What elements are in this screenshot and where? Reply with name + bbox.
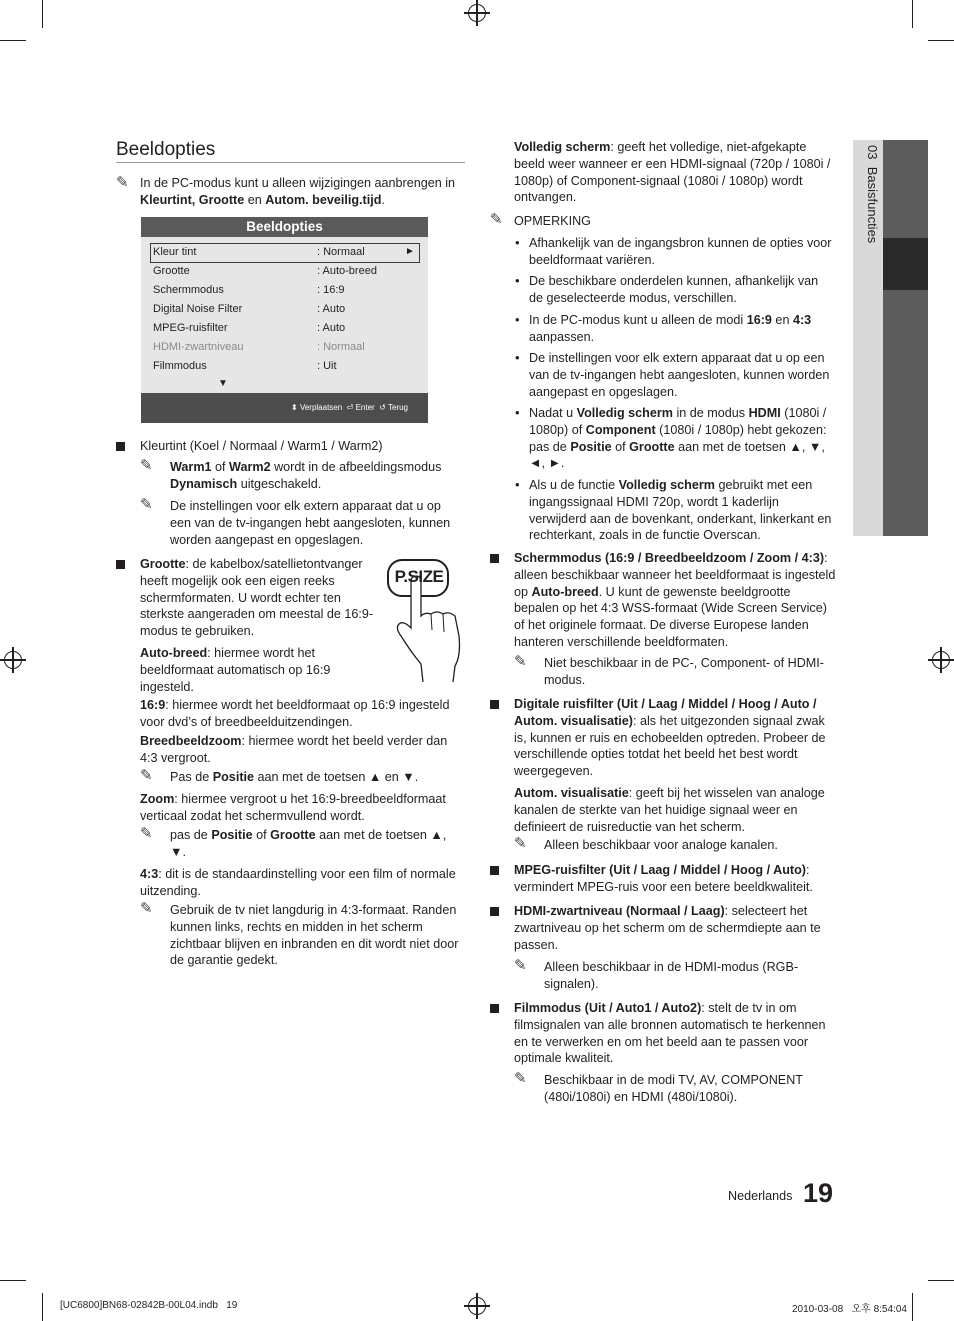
- side-tab-dark: [883, 140, 928, 536]
- bullet-dot: •: [515, 477, 520, 492]
- osd-row: Digital Noise Filter : Auto: [153, 303, 346, 315]
- intro-note: In de PC-modus kunt u alleen wijzigingen aanbrengen in Kleurtint, Grootte en Autom. beveilig.tijd.: [140, 176, 456, 207]
- schermmodus-note: Niet beschikbaar in de PC-, Component- of HDMI-modus.: [544, 656, 824, 687]
- psize-label: P.SIZE: [394, 567, 444, 586]
- note-pencil-icon: ✎: [140, 457, 153, 474]
- autom-visualisatie-text: Autom. visualisatie: geeft bij het wisselen van analoge kanalen de sterkte van het huidige signaal weer en definieert de ruisreductie van het scherm.: [514, 786, 825, 834]
- footer-file-info: [UC6800]BN68-02842B-00L04.indb 19: [60, 1300, 238, 1311]
- osd-row: Kleur tint : Normaal ►: [153, 246, 415, 258]
- bullet-square: [116, 560, 125, 569]
- osd-footer: [141, 393, 428, 423]
- registration-mark-top: [468, 4, 486, 22]
- zoom-text: Zoom: hiermee vergroot u het 16:9-breedbeeldformaat verticaal zodat het schermvullend wordt.: [140, 792, 446, 823]
- footer-language: Nederlands: [728, 1189, 793, 1203]
- registration-mark-right: [932, 651, 950, 669]
- autom-visualisatie-note: Alleen beschikbaar voor analoge kanalen.: [544, 838, 778, 852]
- arrow-down-icon: ▼: [218, 378, 228, 389]
- registration-mark-left: [4, 651, 22, 669]
- return-icon: ↺: [379, 403, 386, 412]
- mpeg-ruisfilter-text: MPEG-ruisfilter (Uit / Laag / Middel / Hoog / Auto): vermindert MPEG-ruis voor een betere beeldkwaliteit.: [514, 863, 813, 894]
- volledig-scherm-text: Volledig scherm: geeft het volledige, niet-afgekapte beeld weer wanneer er een HDMI-signaal (720p / 1080i / 1080p) of Component-signaal (1080i / 1080p) wordt ontvangen.: [514, 140, 831, 205]
- note-pencil-icon: ✎: [140, 825, 153, 842]
- osd-selection-box: [150, 243, 420, 263]
- grootte-text: Grootte: de kabelbox/satellietontvanger heeft mogelijk ook een eigen reeks schermformaten. U wordt echter ten sterkste aangeraden om meestal de 16:9-modus te gebruiken.: [140, 557, 374, 639]
- psize-button-illustration: [385, 556, 465, 686]
- osd-row: Grootte : Auto-breed: [153, 265, 377, 277]
- kleurtint-note-2: De instellingen voor elk extern apparaat dat u op een van de tv-ingangen hebt aangesloten, kunnen worden aangepast en opgeslagen.: [170, 499, 451, 547]
- zoom-note: pas de Positie of Grootte aan met de toetsen ▲, ▼.: [170, 828, 447, 859]
- side-tab-label: [856, 145, 880, 345]
- enter-icon: ⏎: [346, 403, 354, 412]
- bullet-square: [490, 907, 499, 916]
- ratio-43-text: 4:3: dit is de standaardinstelling voor een film of normale uitzending.: [140, 867, 456, 898]
- note-pencil-icon: ✎: [140, 496, 153, 513]
- note-pencil-icon: ✎: [490, 211, 503, 228]
- filmmodus-text: Filmmodus (Uit / Auto1 / Auto2): stelt de tv in om filmsignalen van alle bronnen automatisch te herkennen en te verwerken en om het beeld aan te passen voor optimale kwaliteit.: [514, 1001, 826, 1066]
- footer-date: 2010-03-08 오후 8:54:04: [792, 1304, 907, 1315]
- schermmodus-text: Schermmodus (16:9 / Breedbeeldzoom / Zoom / 4:3): alleen beschikbaar wanneer het beeldformaat is ingesteld op Auto-breed. U kunt de gewenste beeldgrootte bepalen op het 4:3 WSS-formaat (Wide Screen Service) of het originele formaat. De diverse Europese landen hanteren verschillende beeldformaten.: [514, 551, 836, 649]
- note-pencil-icon: ✎: [116, 174, 129, 191]
- section-title: Beeldopties: [116, 139, 216, 160]
- autobreed-text: Auto-breed: hiermee wordt het beeldformaat automatisch op 16:9 ingesteld.: [140, 646, 331, 694]
- osd-row: MPEG-ruisfilter : Auto: [153, 322, 346, 334]
- bullet-square: [490, 700, 499, 709]
- osd-title: Beeldopties: [141, 217, 428, 237]
- breedbeeldzoom-text: Breedbeeldzoom: hiermee wordt het beeld verder dan 4:3 vergroot.: [140, 734, 448, 765]
- page-number: 19: [803, 1178, 834, 1208]
- digitale-ruisfilter-text: Digitale ruisfilter (Uit / Laag / Middel / Hoog / Auto / Autom. visualisatie): als het uitgezonden signaal zwak is, kunnen er ruis en echobeelden optreden. Probeer de verschillende opties totdat het beeld het best wordt weergegeven.: [514, 697, 826, 779]
- bullet-dot: •: [515, 405, 520, 420]
- bullet-square: [490, 866, 499, 875]
- note-pencil-icon: ✎: [140, 767, 153, 784]
- side-tab-active: [883, 238, 928, 290]
- osd-move: Verplaatsen: [299, 403, 343, 412]
- hdmi-zwartniveau-text: HDMI-zwartniveau (Normaal / Laag): selecteert het zwartniveau op het scherm om de schermdiepte aan te passen.: [514, 904, 821, 952]
- bullet-dot: •: [515, 273, 520, 288]
- osd-row: Schermmodus : 16:9: [153, 284, 345, 296]
- opmerking-bullet-5: Nadat u Volledig scherm in de modus HDMI (1080i / 1080p) of Component (1080i / 1080p) hebt gekozen: pas de Positie of Grootte aan met de toetsen ▲, ▼, ◄, ►.: [529, 406, 827, 471]
- opmerking-bullet-2: De beschikbare onderdelen kunnen, afhankelijk van de geselecteerde modus, verschillen.: [529, 274, 819, 305]
- opmerking-bullet-4: De instellingen voor elk extern apparaat dat u op een van de tv-ingangen hebt aangesloten, kunnen worden aangepast en opgeslagen.: [529, 351, 830, 399]
- bullet-square: [490, 554, 499, 563]
- arrow-right-icon: ►: [405, 246, 415, 257]
- bullet-square: [116, 442, 125, 451]
- osd-row: HDMI-zwartniveau : Normaal: [153, 341, 365, 353]
- note-pencil-icon: ✎: [140, 900, 153, 917]
- kleurtint-heading: Kleurtint (Koel / Normaal / Warm1 / Warm2): [140, 439, 383, 453]
- bullet-square: [490, 1004, 499, 1013]
- side-tab-chapter: 03: [865, 145, 880, 160]
- side-tab-name: Basisfuncties: [865, 166, 880, 244]
- ratio-43-note: Gebruik de tv niet langdurig in 4:3-formaat. Randen kunnen links, rechts en midden in het scherm zichtbaar blijven en inbranden en dit wordt niet door de garantie gedekt.: [170, 903, 459, 968]
- filmmodus-note: Beschikbaar in de modi TV, AV, COMPONENT (480i/1080i) en HDMI (480i/1080i).: [544, 1073, 803, 1104]
- osd-row: Filmmodus : Uit: [153, 360, 337, 372]
- bullet-dot: •: [515, 235, 520, 250]
- note-pencil-icon: ✎: [514, 1070, 527, 1087]
- opmerking-heading: OPMERKING: [514, 214, 591, 228]
- opmerking-bullet-3: In de PC-modus kunt u alleen de modi 16:9 en 4:3 aanpassen.: [529, 313, 812, 344]
- note-pencil-icon: ✎: [514, 957, 527, 974]
- registration-mark-bottom: [468, 1297, 486, 1315]
- note-pencil-icon: ✎: [514, 835, 527, 852]
- opmerking-bullet-6: Als u de functie Volledig scherm gebruikt met een ingangssignaal HDMI 720p, wordt 1 kaderlijn verwijderd aan de bovenkant, onderkant, linkerkant en rechterkant, zoals in de functie Overscan.: [529, 478, 832, 543]
- bullet-dot: •: [515, 350, 520, 365]
- kleurtint-note-1: Warm1 of Warm2 wordt in de afbeeldingsmodus Dynamisch uitgeschakeld.: [170, 460, 442, 491]
- note-pencil-icon: ✎: [514, 653, 527, 670]
- breedbeeldzoom-note: Pas de Positie aan met de toetsen ▲ en ▼.: [170, 770, 419, 784]
- ratio-169-text: 16:9: hiermee wordt het beeldformaat op 16:9 ingesteld voor dvd’s of breedbeelduitzendingen.: [140, 698, 450, 729]
- title-rule: [116, 162, 465, 163]
- osd-enter: Enter: [355, 403, 375, 412]
- opmerking-bullet-1: Afhankelijk van de ingangsbron kunnen de opties voor beeldformaat variëren.: [529, 236, 832, 267]
- move-icon: ⬍: [291, 403, 298, 412]
- osd-back: Terug: [387, 403, 408, 412]
- hdmi-zwartniveau-note: Alleen beschikbaar in de HDMI-modus (RGB-signalen).: [544, 960, 799, 991]
- bullet-dot: •: [515, 312, 520, 327]
